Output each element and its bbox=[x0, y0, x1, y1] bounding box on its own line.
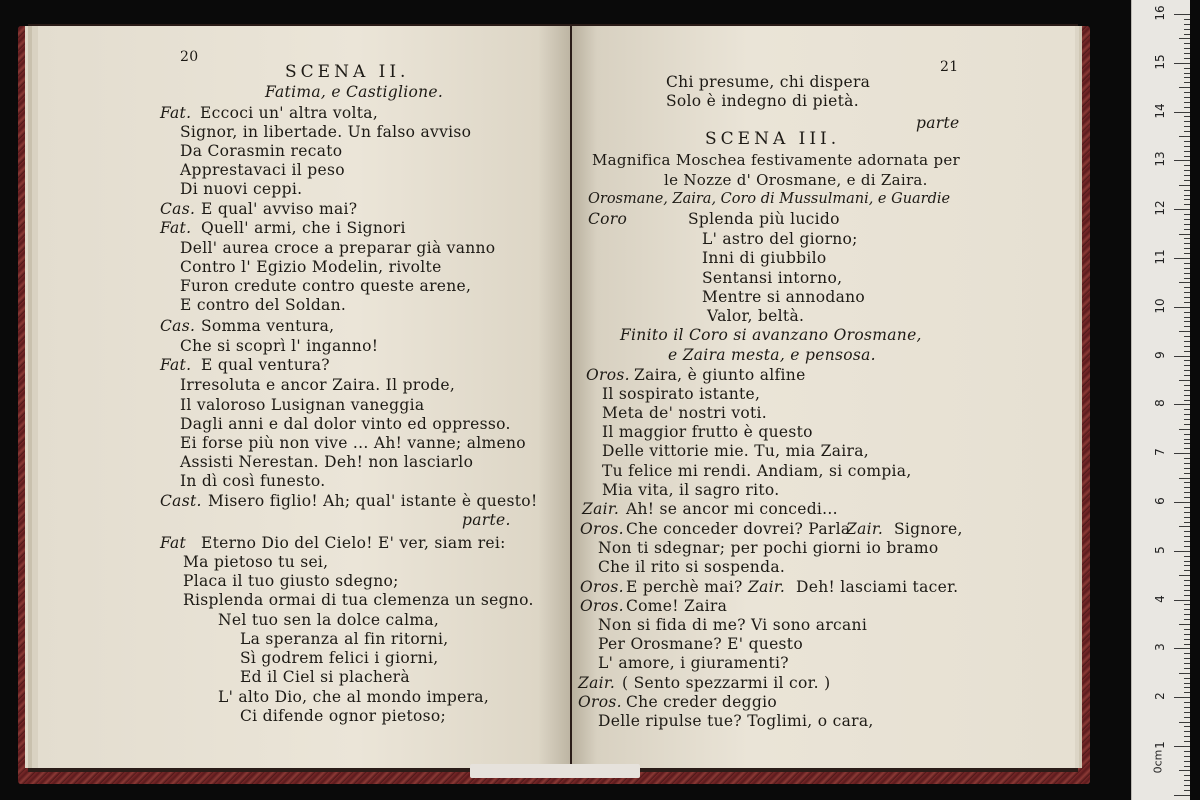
spine-band bbox=[470, 764, 640, 778]
ruler-tick bbox=[1184, 170, 1190, 171]
verse-line: Furon credute contro queste arene, bbox=[180, 277, 472, 295]
ruler-tick bbox=[1184, 565, 1190, 566]
ruler-tick bbox=[1184, 731, 1190, 732]
speaker-label: Zair. bbox=[748, 578, 786, 596]
ruler-tick bbox=[1179, 770, 1190, 771]
chorus-line: Valor, beltà. bbox=[707, 307, 805, 325]
verse-line: Il valoroso Lusignan vaneggia bbox=[180, 396, 425, 414]
ruler-tick bbox=[1174, 356, 1190, 357]
ruler-tick bbox=[1184, 268, 1190, 269]
ruler-tick bbox=[1184, 424, 1190, 425]
speaker-label: Zair. bbox=[582, 500, 620, 518]
speaker-label: Fat. bbox=[160, 219, 192, 237]
verse-line: Eterno Dio del Cielo! E' ver, siam rei: bbox=[201, 534, 506, 552]
ruler-tick bbox=[1184, 131, 1190, 132]
ruler-tick bbox=[1184, 116, 1190, 117]
ruler-tick bbox=[1174, 404, 1190, 405]
verse-line: E qual ventura? bbox=[201, 356, 330, 374]
ruler-number: 12 bbox=[1153, 200, 1167, 216]
scene-subheading: Fatima, e Castiglione. bbox=[265, 83, 444, 101]
ruler-tick bbox=[1184, 121, 1190, 122]
scene-heading: SCENA II. bbox=[285, 62, 410, 82]
verse-line: Signor, in libertade. Un falso avviso bbox=[180, 123, 472, 141]
ruler-tick bbox=[1184, 53, 1190, 54]
speaker-label: Cast. bbox=[160, 492, 202, 510]
verse-line: Apprestavaci il peso bbox=[180, 161, 345, 179]
ruler-tick bbox=[1184, 346, 1190, 347]
ruler-tick bbox=[1184, 58, 1190, 59]
verse-line: Assisti Nerestan. Deh! non lasciarlo bbox=[180, 453, 474, 471]
verse-line: Dell' aurea croce a preparar già vanno bbox=[180, 239, 496, 257]
ruler-tick bbox=[1179, 429, 1190, 430]
ruler-tick bbox=[1184, 439, 1190, 440]
verse-line: Da Corasmin recato bbox=[180, 142, 343, 160]
ruler-tick bbox=[1184, 360, 1190, 361]
ruler-number: 16 bbox=[1153, 5, 1167, 21]
ruler-tick bbox=[1184, 238, 1190, 239]
ruler-tick bbox=[1184, 629, 1190, 630]
ruler-number: 5 bbox=[1153, 545, 1167, 554]
verse-line: Solo è indegno di pietà. bbox=[666, 92, 859, 110]
ruler-tick bbox=[1184, 77, 1190, 78]
ruler-tick bbox=[1184, 400, 1190, 401]
left-page bbox=[38, 26, 570, 768]
ruler-number: 15 bbox=[1153, 54, 1167, 70]
ruler-tick bbox=[1174, 648, 1190, 649]
speaker-label: Fat. bbox=[160, 356, 192, 374]
ruler-tick bbox=[1184, 34, 1190, 35]
ruler-tick bbox=[1184, 761, 1190, 762]
speaker-label: Oros. bbox=[578, 693, 622, 711]
ruler-number: 3 bbox=[1153, 643, 1167, 652]
ruler-tick bbox=[1174, 63, 1190, 64]
verse-line: ( Sento spezzarmi il cor. ) bbox=[622, 674, 831, 692]
right-page bbox=[572, 26, 1075, 768]
ruler-tick bbox=[1184, 321, 1190, 322]
stage-direction: e Zaira mesta, e pensosa. bbox=[668, 346, 876, 364]
verse-line: Irresoluta e ancor Zaira. Il prode, bbox=[180, 376, 456, 394]
ruler-tick bbox=[1184, 561, 1190, 562]
ruler-tick bbox=[1184, 458, 1190, 459]
ruler-tick bbox=[1174, 795, 1190, 796]
ruler-tick bbox=[1184, 263, 1190, 264]
ruler-tick bbox=[1184, 326, 1190, 327]
speaker-label: Coro bbox=[588, 210, 628, 228]
verse-line: La speranza al fin ritorni, bbox=[240, 630, 449, 648]
ruler-tick bbox=[1184, 580, 1190, 581]
ruler-tick bbox=[1174, 209, 1190, 210]
ruler-tick bbox=[1184, 536, 1190, 537]
ruler-tick bbox=[1184, 614, 1190, 615]
ruler-tick bbox=[1184, 692, 1190, 693]
ruler-tick bbox=[1184, 780, 1190, 781]
verse-line: Tu felice mi rendi. Andiam, si compia, bbox=[602, 462, 912, 480]
ruler-tick bbox=[1184, 434, 1190, 435]
verse-line: Deh! lasciami tacer. bbox=[796, 578, 959, 596]
ruler-tick bbox=[1184, 292, 1190, 293]
verse-line: Signore, bbox=[894, 520, 963, 538]
ruler-number: 14 bbox=[1153, 102, 1167, 119]
ruler-tick bbox=[1179, 526, 1190, 527]
ruler-tick bbox=[1184, 604, 1190, 605]
ruler-tick bbox=[1179, 185, 1190, 186]
ruler-tick bbox=[1174, 551, 1190, 552]
ruler-tick bbox=[1184, 165, 1190, 166]
ruler-tick bbox=[1184, 297, 1190, 298]
verse-line: E perchè mai? bbox=[626, 578, 743, 596]
ruler-tick bbox=[1184, 546, 1190, 547]
ruler-tick bbox=[1184, 663, 1190, 664]
ruler-tick bbox=[1184, 468, 1190, 469]
ruler-tick bbox=[1184, 512, 1190, 513]
ruler-tick bbox=[1184, 775, 1190, 776]
ruler-tick bbox=[1179, 673, 1190, 674]
ruler-tick bbox=[1184, 683, 1190, 684]
ruler-tick bbox=[1184, 141, 1190, 142]
ruler-tick bbox=[1184, 107, 1190, 108]
speaker-label: Fat bbox=[160, 534, 187, 552]
ruler-number: 8 bbox=[1153, 399, 1167, 408]
ruler-number: 2 bbox=[1153, 692, 1167, 701]
verse-line: Non ti sdegnar; per pochi giorni io bramo bbox=[598, 539, 939, 557]
verse-line: Mia vita, il sagro rito. bbox=[602, 481, 780, 499]
speaker-label: Oros. bbox=[586, 366, 630, 384]
ruler-tick bbox=[1184, 195, 1190, 196]
ruler-tick bbox=[1184, 229, 1190, 230]
ruler-tick bbox=[1184, 531, 1190, 532]
ruler-tick bbox=[1184, 756, 1190, 757]
chorus-line: Splenda più lucido bbox=[688, 210, 840, 228]
ruler-tick bbox=[1184, 214, 1190, 215]
verse-line: Risplenda ormai di tua clemenza un segno. bbox=[183, 591, 534, 609]
ruler-tick bbox=[1179, 380, 1190, 381]
ruler-tick bbox=[1184, 29, 1190, 30]
ruler-tick bbox=[1179, 478, 1190, 479]
verse-line: Somma ventura, bbox=[201, 317, 335, 335]
ruler-tick bbox=[1184, 419, 1190, 420]
ruler-tick bbox=[1184, 24, 1190, 25]
ruler-tick bbox=[1184, 741, 1190, 742]
ruler-tick bbox=[1174, 307, 1190, 308]
ruler-tick bbox=[1179, 722, 1190, 723]
verse-line: Di nuovi ceppi. bbox=[180, 180, 303, 198]
stage-direction: Finito il Coro si avanzano Orosmane, bbox=[620, 326, 922, 344]
verse-line: Dagli anni e dal dolor vinto ed oppresso. bbox=[180, 415, 511, 433]
chorus-line: L' astro del giorno; bbox=[702, 230, 858, 248]
verse-line: Ei forse più non vive ... Ah! vanne; almeno bbox=[180, 434, 526, 452]
ruler-tick bbox=[1184, 644, 1190, 645]
speaker-label: Cas. bbox=[160, 317, 196, 335]
ruler-tick bbox=[1174, 746, 1190, 747]
ruler-tick bbox=[1184, 585, 1190, 586]
chorus-line: Inni di giubbilo bbox=[702, 249, 827, 267]
ruler-tick bbox=[1184, 370, 1190, 371]
ruler-tick bbox=[1184, 151, 1190, 152]
ruler-tick bbox=[1184, 717, 1190, 718]
verse-line: Ed il Ciel si placherà bbox=[240, 668, 410, 686]
verse-line: Placa il tuo giusto sdegno; bbox=[183, 572, 399, 590]
ruler-tick bbox=[1184, 653, 1190, 654]
ruler-tick bbox=[1184, 766, 1190, 767]
verse-line: E qual' avviso mai? bbox=[201, 200, 358, 218]
verse-line: Chi presume, chi dispera bbox=[666, 73, 871, 91]
ruler-tick bbox=[1184, 302, 1190, 303]
ruler-tick bbox=[1184, 487, 1190, 488]
page-number: 21 bbox=[940, 59, 959, 75]
ruler-tick bbox=[1174, 453, 1190, 454]
ruler-tick bbox=[1184, 736, 1190, 737]
ruler-tick bbox=[1184, 253, 1190, 254]
ruler-tick bbox=[1184, 517, 1190, 518]
speaker-label: Oros. bbox=[580, 597, 624, 615]
speaker-label: Cas. bbox=[160, 200, 196, 218]
ruler-tick bbox=[1184, 443, 1190, 444]
verse-line: Che il rito si sospenda. bbox=[598, 558, 786, 576]
ruler-tick bbox=[1174, 697, 1190, 698]
speaker-label: Oros. bbox=[580, 520, 624, 538]
chorus-line: Sentansi intorno, bbox=[702, 269, 843, 287]
page-number: 20 bbox=[180, 49, 199, 65]
ruler-tick bbox=[1184, 273, 1190, 274]
ruler-tick bbox=[1184, 219, 1190, 220]
ruler-tick bbox=[1184, 341, 1190, 342]
ruler-tick bbox=[1184, 243, 1190, 244]
ruler-tick bbox=[1184, 395, 1190, 396]
verse-line: L' amore, i giuramenti? bbox=[598, 654, 789, 672]
ruler-number: 10 bbox=[1153, 298, 1167, 314]
ruler-tick bbox=[1184, 712, 1190, 713]
ruler-tick bbox=[1184, 726, 1190, 727]
ruler-tick bbox=[1184, 92, 1190, 93]
ruler-tick bbox=[1184, 609, 1190, 610]
ruler-tick bbox=[1184, 180, 1190, 181]
ruler-number: 6 bbox=[1153, 497, 1167, 505]
ruler-tick bbox=[1184, 204, 1190, 205]
ruler-tick bbox=[1184, 678, 1190, 679]
verse-line: Delle vittorie mie. Tu, mia Zaira, bbox=[602, 442, 870, 460]
ruler-tick bbox=[1184, 702, 1190, 703]
exit-note: parte bbox=[916, 114, 960, 132]
verse-line: Ci difende ognor pietoso; bbox=[240, 707, 447, 725]
verse-line: Ma pietoso tu sei, bbox=[183, 553, 329, 571]
ruler-tick bbox=[1184, 102, 1190, 103]
ruler-tick bbox=[1184, 278, 1190, 279]
ruler-tick bbox=[1184, 785, 1190, 786]
verse-line: Eccoci un' altra volta, bbox=[200, 104, 379, 122]
ruler-number: 7 bbox=[1153, 448, 1167, 457]
ruler-tick bbox=[1184, 287, 1190, 288]
ruler-tick bbox=[1174, 112, 1190, 113]
ruler-tick bbox=[1174, 600, 1190, 601]
ruler-tick bbox=[1184, 390, 1190, 391]
ruler-tick bbox=[1184, 634, 1190, 635]
ruler-tick bbox=[1184, 126, 1190, 127]
verse-line: In dì così funesto. bbox=[180, 472, 326, 490]
verse-line: Zaira, è giunto alfine bbox=[634, 366, 806, 384]
verse-line: Che conceder dovrei? Parla bbox=[626, 520, 851, 538]
ruler-tick bbox=[1184, 156, 1190, 157]
ruler-tick bbox=[1184, 385, 1190, 386]
ruler-tick bbox=[1184, 687, 1190, 688]
ruler-tick bbox=[1184, 43, 1190, 44]
ruler-tick bbox=[1184, 375, 1190, 376]
verse-line: Per Orosmane? E' questo bbox=[598, 635, 803, 653]
ruler-tick bbox=[1184, 409, 1190, 410]
ruler-tick bbox=[1184, 248, 1190, 249]
ruler-tick bbox=[1184, 492, 1190, 493]
ruler-tick bbox=[1179, 575, 1190, 576]
ruler-tick bbox=[1184, 365, 1190, 366]
ruler-tick bbox=[1179, 331, 1190, 332]
ruler-tick bbox=[1184, 312, 1190, 313]
measurement-ruler bbox=[1131, 0, 1190, 800]
ruler-tick bbox=[1184, 497, 1190, 498]
ruler-tick bbox=[1179, 136, 1190, 137]
ruler-tick bbox=[1184, 146, 1190, 147]
ruler-tick bbox=[1184, 19, 1190, 20]
scene-heading: SCENA III. bbox=[705, 129, 841, 149]
ruler-tick bbox=[1184, 473, 1190, 474]
ruler-tick bbox=[1184, 175, 1190, 176]
ruler-tick bbox=[1184, 73, 1190, 74]
ruler-unit: 0cm bbox=[1151, 749, 1165, 774]
verse-line: Ah! se ancor mi concedi... bbox=[626, 500, 838, 518]
ruler-tick bbox=[1174, 502, 1190, 503]
ruler-tick bbox=[1184, 190, 1190, 191]
scene-setting: le Nozze d' Orosmane, e di Zaira. bbox=[664, 171, 928, 189]
ruler-tick bbox=[1179, 234, 1190, 235]
ruler-tick bbox=[1174, 14, 1190, 15]
ruler-tick bbox=[1184, 448, 1190, 449]
verse-line: E contro del Soldan. bbox=[180, 296, 347, 314]
verse-line: Quell' armi, che i Signori bbox=[201, 219, 406, 237]
ruler-tick bbox=[1179, 38, 1190, 39]
verse-line: Non si fida di me? Vi sono arcani bbox=[598, 616, 868, 634]
ruler-tick bbox=[1184, 570, 1190, 571]
ruler-tick bbox=[1184, 590, 1190, 591]
ruler-tick bbox=[1184, 224, 1190, 225]
ruler-number: 4 bbox=[1153, 594, 1167, 603]
ruler-tick bbox=[1184, 707, 1190, 708]
ruler-tick bbox=[1184, 522, 1190, 523]
ruler-tick bbox=[1184, 68, 1190, 69]
ruler-tick bbox=[1184, 48, 1190, 49]
ruler-tick bbox=[1184, 639, 1190, 640]
verse-line: Nel tuo sen la dolce calma, bbox=[218, 611, 440, 629]
verse-line: Che creder deggio bbox=[626, 693, 777, 711]
verse-line: L' alto Dio, che al mondo impera, bbox=[218, 688, 490, 706]
ruler-tick bbox=[1184, 595, 1190, 596]
verse-line: Sì godrem felici i giorni, bbox=[240, 649, 439, 667]
ruler-tick bbox=[1184, 668, 1190, 669]
ruler-tick bbox=[1184, 658, 1190, 659]
ruler-number: 11 bbox=[1153, 249, 1167, 265]
ruler-tick bbox=[1179, 624, 1190, 625]
ruler-tick bbox=[1184, 97, 1190, 98]
ruler-tick bbox=[1184, 790, 1190, 791]
speaker-label: Fat. bbox=[160, 104, 192, 122]
ruler-tick bbox=[1184, 541, 1190, 542]
ruler-tick bbox=[1184, 463, 1190, 464]
ruler-tick bbox=[1184, 619, 1190, 620]
ruler-tick bbox=[1179, 282, 1190, 283]
ruler-number: 1 bbox=[1153, 741, 1167, 749]
ruler-tick bbox=[1184, 351, 1190, 352]
verse-line: Come! Zaira bbox=[626, 597, 728, 615]
ruler-tick bbox=[1184, 507, 1190, 508]
ruler-tick bbox=[1174, 160, 1190, 161]
verse-line: Il maggior frutto è questo bbox=[602, 423, 813, 441]
chorus-line: Mentre si annodano bbox=[702, 288, 866, 306]
ruler-tick bbox=[1174, 258, 1190, 259]
ruler-tick bbox=[1179, 87, 1190, 88]
ruler-number: 13 bbox=[1153, 151, 1167, 168]
verse-line: Che si scoprì l' inganno! bbox=[180, 337, 379, 355]
scene-setting: Magnifica Moschea festivamente adornata per bbox=[592, 151, 960, 169]
speaker-label: Zair. bbox=[578, 674, 616, 692]
verse-line: Il sospirato istante, bbox=[602, 385, 761, 403]
ruler-tick bbox=[1184, 336, 1190, 337]
verse-line: Meta de' nostri voti. bbox=[602, 404, 768, 422]
ruler-tick bbox=[1184, 317, 1190, 318]
exit-note: parte. bbox=[462, 511, 511, 529]
ruler-tick bbox=[1184, 82, 1190, 83]
ruler-number: 9 bbox=[1153, 350, 1167, 359]
ruler-tick bbox=[1184, 482, 1190, 483]
verse-line: Misero figlio! Ah; qual' istante è questo! bbox=[208, 492, 538, 510]
ruler-tick bbox=[1184, 751, 1190, 752]
ruler-tick bbox=[1184, 414, 1190, 415]
verse-line: Delle ripulse tue? Toglimi, o cara, bbox=[598, 712, 874, 730]
ruler-tick bbox=[1184, 556, 1190, 557]
speaker-label: Oros. bbox=[580, 578, 624, 596]
speaker-label: Zair. bbox=[846, 520, 884, 538]
ruler-tick bbox=[1184, 199, 1190, 200]
verse-line: Contro l' Egizio Modelin, rivolte bbox=[180, 258, 442, 276]
scene-characters: Orosmane, Zaira, Coro di Mussulmani, e Guardie bbox=[588, 191, 951, 207]
